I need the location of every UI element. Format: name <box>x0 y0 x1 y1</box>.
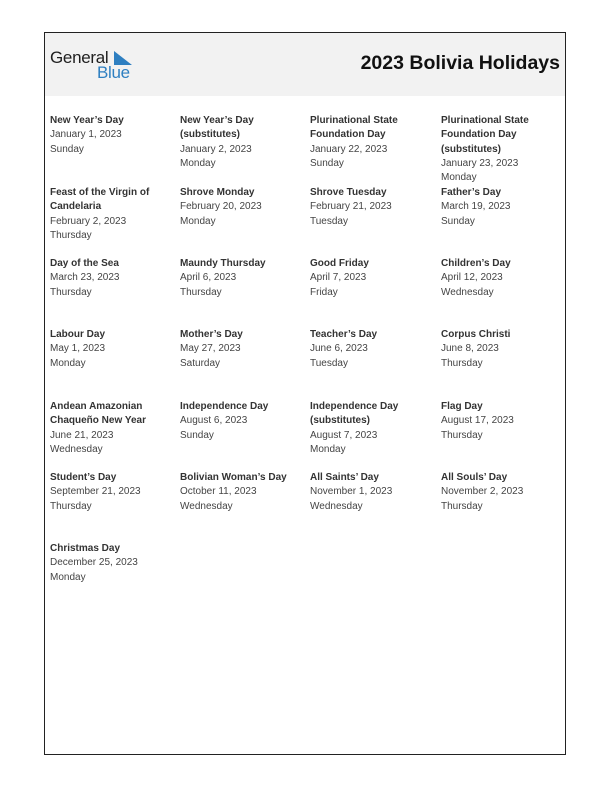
holiday-name: Christmas Day <box>50 543 121 554</box>
holiday-weekday: Tuesday <box>310 215 348 227</box>
holiday-name: Corpus Christi <box>441 329 511 340</box>
holiday-name: Labour Day <box>50 329 106 340</box>
holiday-date: January 22, 2023 <box>310 143 388 155</box>
holiday-weekday: Wednesday <box>310 500 363 512</box>
holiday-date: September 21, 2023 <box>50 486 141 498</box>
holiday-date: February 2, 2023 <box>50 215 127 227</box>
holiday-entry <box>180 400 308 443</box>
holiday-date: March 19, 2023 <box>441 201 511 213</box>
holiday-entry <box>180 257 308 300</box>
holiday-entry <box>50 257 178 300</box>
holiday-weekday: Monday <box>180 215 216 227</box>
holiday-weekday: Saturday <box>180 357 221 369</box>
holiday-date: February 20, 2023 <box>180 201 262 213</box>
holiday-entry <box>441 328 569 371</box>
holiday-date: October 11, 2023 <box>180 486 257 498</box>
holiday-name: Independence Day (substitutes) <box>310 401 399 427</box>
header-band <box>45 33 565 96</box>
holiday-weekday: Thursday <box>180 286 222 298</box>
holiday-date: June 21, 2023 <box>50 429 114 441</box>
holiday-name: Shrove Monday <box>180 187 255 198</box>
holiday-weekday: Wednesday <box>180 500 233 512</box>
holiday-weekday: Thursday <box>50 500 92 512</box>
holiday-date: April 12, 2023 <box>441 272 503 284</box>
holiday-entry <box>50 328 178 371</box>
holiday-date: January 23, 2023 <box>441 157 519 169</box>
holiday-entry <box>180 471 308 514</box>
holiday-name: Flag Day <box>441 401 483 412</box>
holiday-entry <box>441 400 569 443</box>
holiday-name: Day of the Sea <box>50 258 119 269</box>
holiday-weekday: Monday <box>50 571 86 583</box>
holiday-name: Andean Amazonian Chaqueño New Year <box>50 401 146 427</box>
holiday-name: Plurinational State Foundation Day (substitutes) <box>441 115 529 155</box>
holiday-entry <box>310 400 438 457</box>
holiday-weekday: Wednesday <box>50 443 103 455</box>
holiday-entry <box>50 400 178 457</box>
holiday-weekday: Thursday <box>441 500 483 512</box>
holiday-weekday: Thursday <box>441 357 483 369</box>
holiday-entry <box>310 186 438 229</box>
holiday-date: January 2, 2023 <box>180 143 252 155</box>
holiday-date: November 2, 2023 <box>441 486 524 498</box>
holiday-weekday: Monday <box>441 172 477 184</box>
holiday-weekday: Sunday <box>180 429 214 441</box>
holiday-name: Maundy Thursday <box>180 258 266 269</box>
holiday-name: Plurinational State Foundation Day <box>310 115 398 141</box>
holiday-weekday: Friday <box>310 286 338 298</box>
holiday-entry <box>310 114 438 171</box>
holiday-date: January 1, 2023 <box>50 129 122 141</box>
holiday-entry <box>50 114 178 157</box>
holiday-name: Student’s Day <box>50 472 117 483</box>
holiday-weekday: Monday <box>50 357 86 369</box>
holiday-date: August 17, 2023 <box>441 415 514 427</box>
holiday-entry <box>180 328 308 371</box>
holiday-weekday: Monday <box>180 157 216 169</box>
holiday-weekday: Thursday <box>441 429 483 441</box>
holiday-name: All Souls’ Day <box>441 472 508 483</box>
holiday-date: November 1, 2023 <box>310 486 393 498</box>
holiday-date: April 6, 2023 <box>180 272 237 284</box>
holiday-weekday: Thursday <box>50 286 92 298</box>
holiday-entry <box>180 186 308 229</box>
holiday-date: December 25, 2023 <box>50 557 138 569</box>
holiday-entry <box>50 186 178 243</box>
holiday-weekday: Tuesday <box>310 357 348 369</box>
holiday-entry <box>441 471 569 514</box>
holiday-entry <box>180 114 308 171</box>
holiday-name: Shrove Tuesday <box>310 187 387 198</box>
holiday-date: May 1, 2023 <box>50 343 106 355</box>
holiday-name: New Year’s Day <box>50 115 124 126</box>
holiday-entry <box>50 471 178 514</box>
logo-word-blue: Blue <box>97 63 130 82</box>
generalblue-logo <box>50 48 140 84</box>
holiday-date: February 21, 2023 <box>310 201 392 213</box>
holiday-weekday: Sunday <box>441 215 475 227</box>
holiday-weekday: Sunday <box>310 157 344 169</box>
holiday-date: April 7, 2023 <box>310 272 367 284</box>
holiday-date: August 7, 2023 <box>310 429 378 441</box>
holiday-weekday: Sunday <box>50 143 84 155</box>
holiday-name: Mother’s Day <box>180 329 243 340</box>
holiday-entry <box>441 186 569 229</box>
holiday-date: May 27, 2023 <box>180 343 241 355</box>
holiday-date: June 8, 2023 <box>441 343 499 355</box>
holiday-entry <box>310 471 438 514</box>
holiday-name: Children’s Day <box>441 258 511 269</box>
holiday-name: New Year’s Day (substitutes) <box>180 115 254 141</box>
holiday-weekday: Thursday <box>50 229 92 241</box>
holiday-entry <box>310 257 438 300</box>
holiday-name: Independence Day <box>180 401 269 412</box>
logo-word-general: General <box>50 48 109 67</box>
holiday-date: June 6, 2023 <box>310 343 368 355</box>
page-title: 2023 Bolivia Holidays <box>360 52 560 74</box>
holiday-name: Good Friday <box>310 258 369 269</box>
holiday-name: All Saints’ Day <box>310 472 379 483</box>
holiday-weekday: Monday <box>310 443 346 455</box>
holiday-name: Bolivian Woman’s Day <box>180 472 287 483</box>
holiday-weekday: Wednesday <box>441 286 494 298</box>
holiday-entry <box>310 328 438 371</box>
holiday-entry <box>50 542 178 585</box>
holiday-date: March 23, 2023 <box>50 272 120 284</box>
holiday-entry <box>441 114 569 185</box>
holiday-name: Father’s Day <box>441 187 502 198</box>
holiday-date: August 6, 2023 <box>180 415 248 427</box>
holiday-entry <box>441 257 569 300</box>
holiday-name: Feast of the Virgin of Candelaria <box>50 187 150 213</box>
holiday-name: Teacher’s Day <box>310 329 378 340</box>
